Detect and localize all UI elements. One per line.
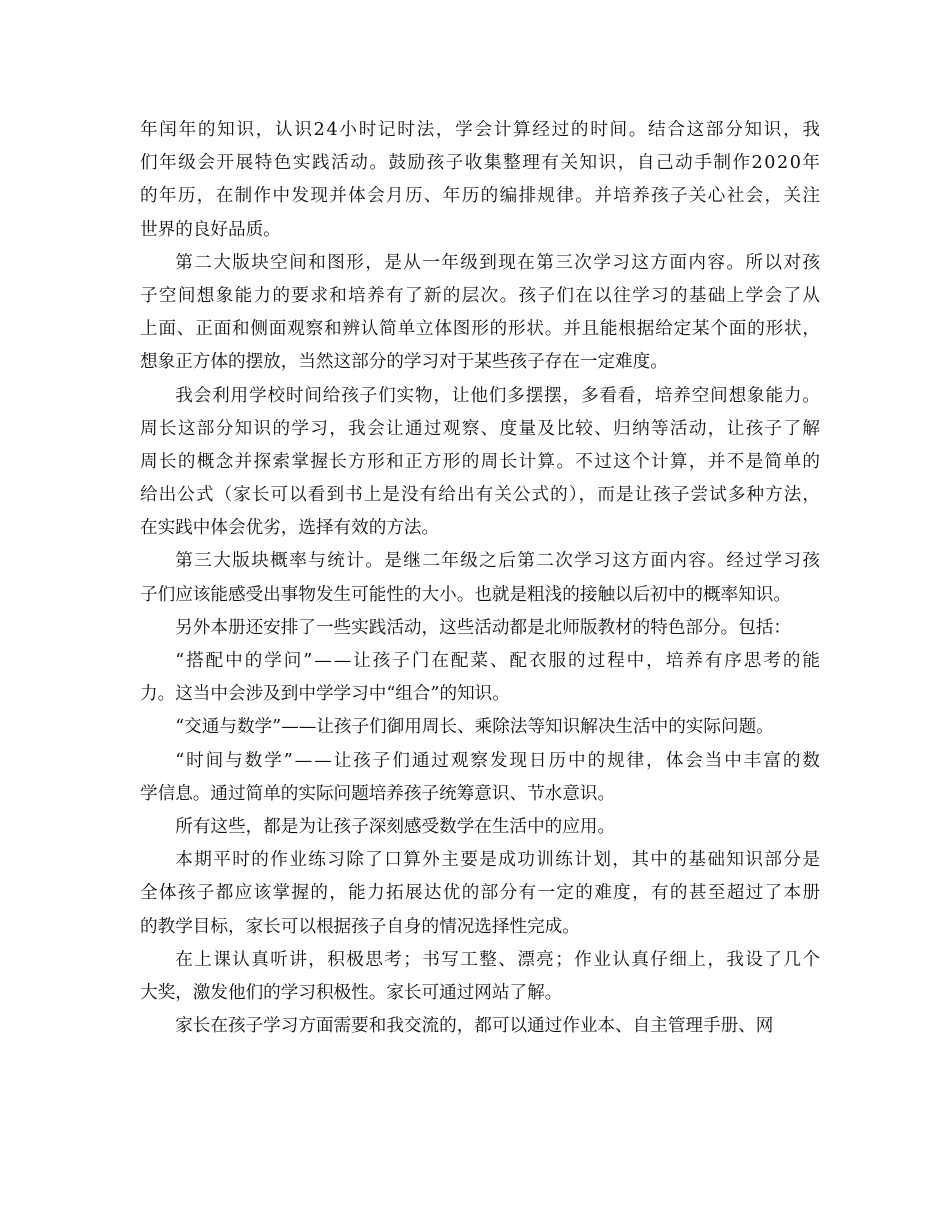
text-line: 子们应该能感受出事物发生可能性的大小。也就是粗浅的接触以后初中的概率知识。 (140, 584, 791, 605)
text-line: “交通与数学”——让孩子们御用周长、乘除法等知识解决生活中的实际问题。 (175, 717, 774, 738)
text-line: 想象正方体的摆放，当然这部分的学习对于某些孩子存在一定难度。 (140, 352, 668, 373)
text-line: “搭配中的学问”——让孩子门在配菜、配衣服的过程中，培养有序思考的能 (175, 651, 822, 671)
text-line: 第三大版块概率与统计。是继二年级之后第二次学习这方面内容。经过学习孩 (175, 551, 822, 572)
text-line: 子空间想象能力的要求和培养有了新的层次。孩子们在以往学习的基础上学会了从 (140, 285, 822, 306)
text-line: 在上课认真听讲，积极思考；书写工整、漂亮；作业认真仔细上，我设了几个 (175, 949, 822, 970)
text-line: 我会利用学校时间给孩子们实物，让他们多摆摆，多看看，培养空间想象能力。 (175, 385, 821, 406)
text-line: 在实践中体会优劣，选择有效的方法。 (140, 518, 440, 539)
text-line: 家长在孩子学习方面需要和我交流的，都可以通过作业本、自主管理手册、网 (175, 1016, 774, 1037)
text-line: 周长的概念并探索掌握长方形和正方形的周长计算。不过这个计算，并不是简单的 (140, 451, 822, 472)
text-line: 的教学目标，家长可以根据孩子自身的情况选择性完成。 (140, 916, 580, 937)
text-line: 的年历，在制作中发现并体会月历、年历的编排规律。并培养孩子关心社会，关注 (140, 186, 822, 207)
text-line: 另外本册还安排了一些实践活动，这些活动都是北师版教材的特色部分。包括： (175, 617, 791, 638)
text-line: 世界的良好品质。 (140, 219, 281, 240)
text-line: 本期平时的作业练习除了口算外主要是成功训练计划，其中的基础知识部分是 (175, 850, 822, 871)
text-line: “时间与数学”——让孩子们通过观察发现日历中的规律，体会当中丰富的数 (175, 750, 822, 771)
text-line: 所有这些，都是为让孩子深刻感受数学在生活中的应用。 (175, 816, 616, 837)
text-line: 力。这当中会涉及到中学学习中“组合”的知识。 (140, 684, 510, 705)
text-line: 给出公式（家长可以看到书上是没有给出有关公式的），而是让孩子尝试多种方法， (140, 485, 822, 506)
text-line: 们年级会开展特色实践活动。鼓励孩子收集整理有关知识，自己动手制作2020年 (140, 153, 822, 174)
text-line: 全体孩子都应该掌握的，能力拓展达优的部分有一定的难度，有的甚至超过了本册 (140, 883, 822, 904)
text-line: 学信息。通过简单的实际问题培养孩子统筹意识、节水意识。 (140, 783, 616, 804)
text-line: 第二大版块空间和图形，是从一年级到现在第三次学习这方面内容。所以对孩 (175, 252, 822, 273)
text-line: 年闰年的知识，认识24小时记时法，学会计算经过的时间。结合这部分知识，我 (140, 120, 822, 140)
text-line: 周长这部分知识的学习，我会让通过观察、度量及比较、归纳等活动，让孩子了解 (140, 418, 822, 439)
document-body (140, 114, 820, 1043)
text-line: 大奖，激发他们的学习积极性。家长可通过网站了解。 (140, 982, 563, 1003)
text-line: 上面、正面和侧面观察和辨认简单立体图形的形状。并且能根据给定某个面的形状， (140, 319, 821, 340)
